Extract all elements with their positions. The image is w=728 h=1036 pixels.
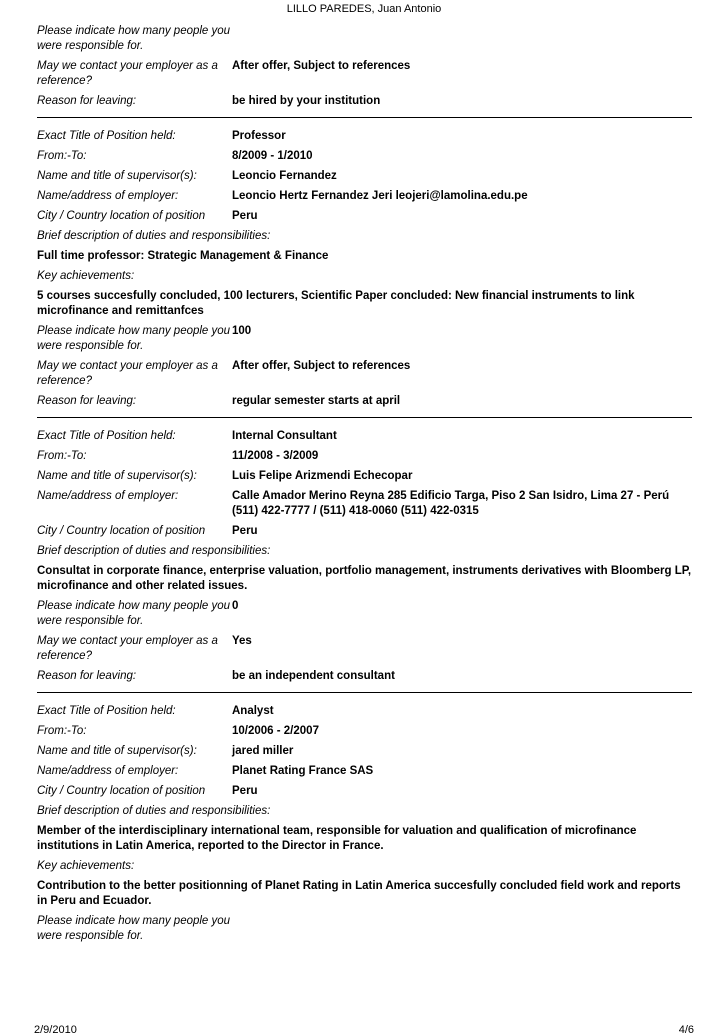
from-to-row <box>37 724 692 739</box>
duties-value: Consultat in corporate finance, enterprise valuation, portfolio management, instruments derivatives with Bloomberg LP, microfinance and other related issues. <box>37 565 692 592</box>
achievements-label: Key achievements: <box>37 860 135 872</box>
achievements-value: Contribution to the better positionning of Planet Rating in Latin America succesfully concluded field work and reports in Peru and Ecuador. <box>37 880 681 907</box>
employer-label: Name/address of employer: <box>37 765 179 777</box>
supervisor-row <box>37 169 692 184</box>
people-responsible-value <box>232 24 692 54</box>
supervisor-value: Leoncio Fernandez <box>232 170 337 182</box>
employer-label: Name/address of employer: <box>37 490 179 502</box>
contact-reference-label: May we contact your employer as a reference? <box>37 635 218 662</box>
city-country-label: City / Country location of position <box>37 210 206 222</box>
city-country-value: Peru <box>232 525 258 537</box>
people-responsible-row <box>37 24 692 54</box>
achievements-label: Key achievements: <box>37 270 135 282</box>
people-responsible-label: Please indicate how many people you were responsible for. <box>37 25 231 52</box>
contact-reference-value: After offer, Subject to references <box>232 60 411 72</box>
from-to-value: 8/2009 - 1/2010 <box>232 150 313 162</box>
reason-leaving-row <box>37 669 692 684</box>
from-to-row <box>37 449 692 464</box>
supervisor-label: Name and title of supervisor(s): <box>37 170 197 182</box>
reason-leaving-label: Reason for leaving: <box>37 95 137 107</box>
supervisor-label: Name and title of supervisor(s): <box>37 470 197 482</box>
duties-label: Brief description of duties and responsibilities: <box>37 805 271 817</box>
employment-history <box>37 24 692 949</box>
contact-reference-row <box>37 59 692 89</box>
city-country-row <box>37 209 692 224</box>
from-to-value: 10/2006 - 2/2007 <box>232 725 319 737</box>
people-responsible-label: Please indicate how many people you were responsible for. <box>37 915 231 942</box>
employer-value: Calle Amador Merino Reyna 285 Edificio Targa, Piso 2 San Isidro, Lima 27 - Perú (511) 422-7777 / (511) 418-0060 (511) 422-0315 <box>232 490 670 517</box>
contact-reference-label: May we contact your employer as a reference? <box>37 60 218 87</box>
people-responsible-value <box>232 914 692 944</box>
contact-reference-row <box>37 359 692 389</box>
from-to-value: 11/2008 - 3/2009 <box>232 450 319 462</box>
section-divider <box>37 117 692 118</box>
supervisor-label: Name and title of supervisor(s): <box>37 745 197 757</box>
duties-value: Full time professor: Strategic Management & Finance <box>37 250 329 262</box>
position-title-value: Internal Consultant <box>232 430 337 442</box>
duties-label: Brief description of duties and responsibilities: <box>37 545 271 557</box>
position-title-row <box>37 704 692 719</box>
from-to-label: From:-To: <box>37 450 87 462</box>
reason-leaving-row <box>37 394 692 409</box>
position-title-row <box>37 129 692 144</box>
from-to-label: From:-To: <box>37 725 87 737</box>
people-responsible-row <box>37 914 692 944</box>
people-responsible-value: 100 <box>232 325 252 337</box>
supervisor-row <box>37 469 692 484</box>
position-title-row <box>37 429 692 444</box>
employer-value: Planet Rating France SAS <box>232 765 374 777</box>
achievements-value: 5 courses succesfully concluded, 100 lecturers, Scientific Paper concluded: New financial instruments to link microfinance and remittanfces <box>37 290 635 317</box>
contact-reference-value: Yes <box>232 635 252 647</box>
position-title-label: Exact Title of Position held: <box>37 430 176 442</box>
people-responsible-label: Please indicate how many people you were responsible for. <box>37 325 231 352</box>
footer-date: 2/9/2010 <box>34 1024 77 1036</box>
employer-row <box>37 764 692 779</box>
city-country-value: Peru <box>232 785 258 797</box>
position-title-label: Exact Title of Position held: <box>37 705 176 717</box>
people-responsible-value: 0 <box>232 600 239 612</box>
contact-reference-value: After offer, Subject to references <box>232 360 411 372</box>
page-header-name: LILLO PAREDES, Juan Antonio <box>286 3 442 15</box>
employer-value: Leoncio Hertz Fernandez Jeri leojeri@lamolina.edu.pe <box>232 190 528 202</box>
reason-leaving-row <box>37 94 692 109</box>
from-to-label: From:-To: <box>37 150 87 162</box>
supervisor-row <box>37 744 692 759</box>
reason-leaving-value: be hired by your institution <box>232 95 381 107</box>
contact-reference-row <box>37 634 692 664</box>
city-country-label: City / Country location of position <box>37 525 206 537</box>
footer-page-number: 4/6 <box>678 1024 694 1036</box>
people-responsible-row <box>37 324 692 354</box>
duties-value: Member of the interdisciplinary international team, responsible for valuation and qualification of microfinance institutions in Latin America, reported to the Director in France. <box>37 825 637 852</box>
section-divider <box>37 692 692 693</box>
people-responsible-row <box>37 599 692 629</box>
supervisor-value: Luis Felipe Arizmendi Echecopar <box>232 470 413 482</box>
city-country-label: City / Country location of position <box>37 785 206 797</box>
position-title-label: Exact Title of Position held: <box>37 130 176 142</box>
reason-leaving-label: Reason for leaving: <box>37 395 137 407</box>
duties-label: Brief description of duties and responsibilities: <box>37 230 271 242</box>
contact-reference-label: May we contact your employer as a reference? <box>37 360 218 387</box>
reason-leaving-value: regular semester starts at april <box>232 395 401 407</box>
city-country-row <box>37 784 692 799</box>
employer-row <box>37 189 692 204</box>
position-title-value: Analyst <box>232 705 274 717</box>
position-title-value: Professor <box>232 130 286 142</box>
supervisor-value: jared miller <box>232 745 294 757</box>
reason-leaving-value: be an independent consultant <box>232 670 395 682</box>
city-country-value: Peru <box>232 210 258 222</box>
from-to-row <box>37 149 692 164</box>
people-responsible-label: Please indicate how many people you were responsible for. <box>37 600 231 627</box>
employer-label: Name/address of employer: <box>37 190 179 202</box>
employer-row <box>37 489 692 519</box>
city-country-row <box>37 524 692 539</box>
section-divider <box>37 417 692 418</box>
reason-leaving-label: Reason for leaving: <box>37 670 137 682</box>
